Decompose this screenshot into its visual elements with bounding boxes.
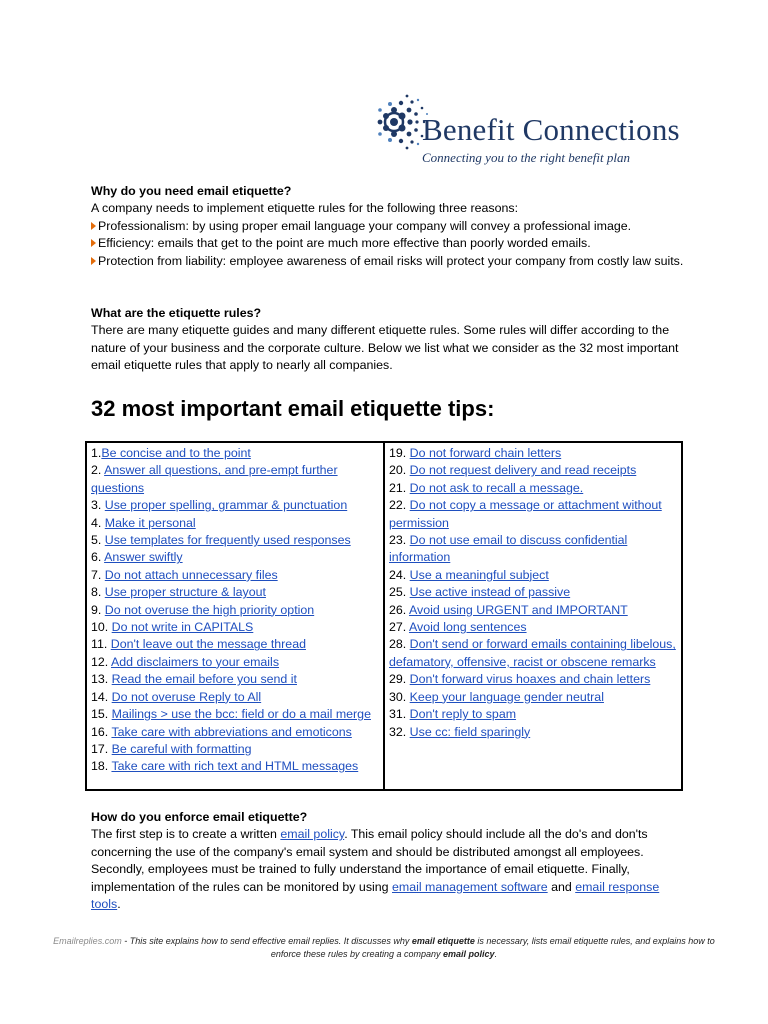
tip-item [389, 445, 677, 462]
tip-link[interactable]: Mailings > use the bcc: field or do a mail merge [111, 707, 371, 722]
tip-item [389, 532, 677, 567]
tip-item [389, 671, 677, 688]
tip-number: 28. [389, 637, 410, 652]
tip-link[interactable]: Keep your language gender neutral [409, 689, 604, 704]
tip-item [389, 689, 677, 706]
tip-number: 17. [91, 741, 112, 756]
reason-professionalism: Professionalism: by using proper email language your company will convey a professional image. [91, 218, 691, 235]
text-segment: and [547, 879, 576, 894]
tip-link[interactable]: Use proper spelling, grammar & punctuation [104, 498, 348, 513]
tip-item [91, 636, 379, 653]
tip-item [389, 480, 677, 497]
tip-item [91, 654, 379, 671]
footer-text: is necessary, lists email etiquette rules, and explains how to enforce these rules by creating a company [270, 936, 715, 959]
tips-right-column [384, 442, 682, 790]
tip-link[interactable]: Don't forward virus hoaxes and chain letters [409, 672, 651, 687]
section-rules-body: There are many etiquette guides and many different etiquette rules. Some rules will differ according to the nature of your business and the corporate culture. Below we list what we consider as the 32 most important email etiquette rules that apply to nearly all companies. [91, 323, 679, 373]
tip-number: 27. [389, 620, 409, 635]
tip-number: 4. [91, 515, 105, 530]
section-why [91, 183, 691, 270]
footer-site-name: Emailreplies.com [53, 936, 122, 946]
reason-efficiency: Efficiency: emails that get to the point are much more effective than poorly worded emails. [91, 235, 691, 252]
tip-item [91, 724, 379, 741]
text-segment: . This email policy should include all the do's and don'ts concerning the use of the company's email system and should be distributed amongst all employees. Secondly, employees must be trained to fully understand the importance of email etiquette. Finally, implementation of the rules can be monitored by using [91, 827, 648, 894]
tips-left-column [86, 442, 384, 790]
tip-link[interactable]: Do not use email to discuss confidential information [389, 533, 628, 565]
tip-number: 11. [91, 637, 111, 652]
tip-item [91, 758, 379, 775]
tip-item [389, 602, 677, 619]
tip-number: 23. [389, 533, 410, 548]
tip-number: 16. [91, 724, 112, 739]
tip-item [91, 549, 379, 566]
footer-bold: email policy [443, 949, 495, 959]
tip-item [91, 689, 379, 706]
company-name: Benefit Connections [422, 112, 680, 147]
tip-link[interactable]: Be concise and to the point [101, 446, 251, 460]
email-response-tools-link[interactable]: email response tools [91, 879, 660, 912]
footer-text: - This site explains how to send effective email replies. It discusses why [121, 936, 412, 946]
tip-number: 13. [91, 672, 112, 687]
tip-link[interactable]: Take care with abbreviations and emoticons [111, 724, 352, 739]
section-enforce-heading: How do you enforce email etiquette? [91, 810, 308, 824]
tip-link[interactable]: Avoid using URGENT and IMPORTANT [408, 602, 628, 617]
tip-link[interactable]: Answer swiftly [104, 550, 183, 565]
tip-number: 2. [91, 463, 105, 478]
tip-number: 9. [91, 602, 105, 617]
tip-number: 18. [91, 759, 112, 774]
section-rules [91, 305, 691, 375]
company-logo [372, 92, 692, 172]
tip-item [91, 567, 379, 584]
tip-number: 8. [91, 585, 105, 600]
tip-item [91, 445, 379, 462]
tip-number: 25. [389, 585, 410, 600]
section-why-heading: Why do you need email etiquette? [91, 184, 292, 198]
section-why-intro: A company needs to implement etiquette rules for the following three reasons: [91, 201, 519, 216]
tip-link[interactable]: Take care with rich text and HTML messages [111, 759, 359, 774]
tip-link[interactable]: Make it personal [104, 515, 196, 530]
tip-number: 14. [91, 689, 112, 704]
tip-item [389, 706, 677, 723]
tip-item [389, 636, 677, 671]
tip-number: 29. [389, 672, 410, 687]
tip-number: 15. [91, 707, 112, 722]
tip-item [91, 497, 379, 514]
tip-link[interactable]: Do not request delivery and read receipts [409, 463, 637, 478]
tip-link[interactable]: Don't leave out the message thread [110, 637, 306, 652]
tip-link[interactable]: Do not attach unnecessary files [104, 567, 278, 582]
tip-item [389, 619, 677, 636]
tip-item [389, 724, 677, 741]
text-segment: The first step is to create a written [91, 827, 281, 842]
tip-link[interactable]: Add disclaimers to your emails [110, 654, 280, 669]
tip-item [91, 515, 379, 532]
tip-link[interactable]: Do not forward chain letters [409, 446, 562, 460]
email-policy-link[interactable]: email policy [280, 827, 345, 842]
email-management-software-link[interactable]: email management software [392, 879, 548, 894]
tip-link[interactable]: Avoid long sentences [408, 620, 527, 635]
tip-item [91, 532, 379, 549]
tip-item [91, 584, 379, 601]
tip-number: 10. [91, 620, 112, 635]
tip-number: 21. [389, 480, 410, 495]
text-segment: . [117, 897, 121, 912]
company-tagline: Connecting you to the right benefit plan [422, 150, 630, 165]
tip-number: 1. [91, 446, 102, 460]
tip-item [389, 497, 677, 532]
tip-item [91, 741, 379, 758]
section-rules-heading: What are the etiquette rules? [91, 306, 262, 320]
tip-number: 22. [389, 498, 410, 513]
tip-link[interactable]: Read the email before you send it [111, 672, 297, 687]
tip-link[interactable]: Do not overuse the high priority option [104, 602, 315, 617]
tip-link[interactable]: Use proper structure & layout [104, 585, 266, 600]
tip-number: 20. [389, 463, 410, 478]
tip-link[interactable]: Do not write in CAPITALS [111, 620, 254, 635]
tip-number: 19. [389, 446, 410, 460]
page-footer [40, 935, 728, 961]
tip-number: 30. [389, 689, 410, 704]
tip-item [389, 462, 677, 479]
section-enforce [91, 809, 691, 913]
tip-link[interactable]: Don't reply to spam [409, 707, 517, 722]
tip-number: 6. [91, 550, 105, 565]
tip-link[interactable]: Do not overuse Reply to All [111, 689, 262, 704]
section-enforce-body [91, 826, 691, 913]
tip-item [91, 706, 379, 723]
tip-item [91, 462, 379, 497]
tip-number: 7. [91, 567, 105, 582]
tips-table [85, 441, 683, 791]
tip-link[interactable]: Use cc: field sparingly [409, 724, 531, 739]
tip-link[interactable]: Be careful with formatting [111, 741, 252, 756]
tip-item [91, 619, 379, 636]
tip-number: 32. [389, 724, 410, 739]
tip-item [91, 602, 379, 619]
tip-item [389, 567, 677, 584]
tip-number: 31. [389, 707, 410, 722]
tip-item [389, 584, 677, 601]
reason-liability: Protection from liability: employee awareness of email risks will protect your company from costly law suits. [91, 253, 691, 270]
footer-text: . [494, 949, 498, 959]
tip-link[interactable]: Use active instead of passive [409, 585, 571, 600]
tip-link[interactable]: Use templates for frequently used responses [104, 533, 351, 548]
tip-number: 24. [389, 567, 410, 582]
tip-number: 3. [91, 498, 105, 513]
tip-number: 26. [389, 602, 409, 617]
tip-link[interactable]: Do not ask to recall a message. [409, 480, 584, 495]
footer-bold: email etiquette [411, 936, 475, 946]
tips-title: 32 most important email etiquette tips: [91, 396, 495, 421]
tip-number: 5. [91, 533, 105, 548]
tip-number: 12. [91, 654, 111, 669]
tip-link[interactable]: Don't send or forward emails containing libelous, defamatory, offensive, racist or obscene remarks [389, 637, 676, 669]
tip-item [91, 671, 379, 688]
tip-link[interactable]: Answer all questions, and pre-empt further questions [91, 463, 338, 495]
tip-link[interactable]: Use a meaningful subject [409, 567, 549, 582]
tip-link[interactable]: Do not copy a message or attachment without permission [389, 498, 662, 530]
